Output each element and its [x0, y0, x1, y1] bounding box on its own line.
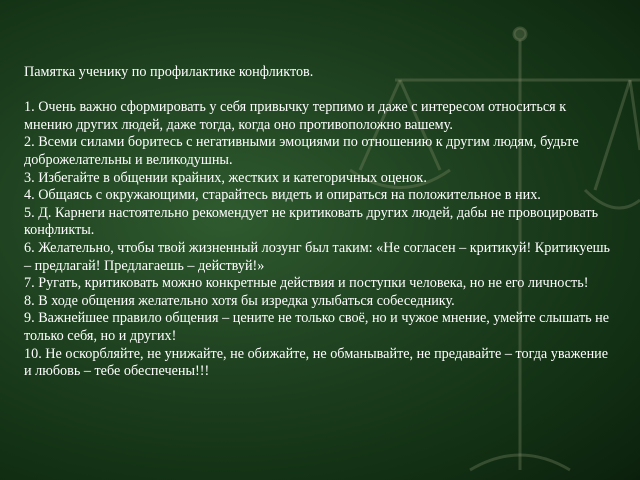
list-item: 2. Всеми силами боритесь с негативными эмоциями по отношению к другим людям, будьте доброжелательны и великодушны. [24, 134, 579, 168]
list-item: 3. Избегайте в общении крайних, жестких и категоричных оценок. [24, 169, 427, 186]
list-item: 7. Ругать, критиковать можно конкретные действия и поступки человека, но не его личность! [24, 275, 589, 292]
list-item: 10. Не оскорбляйте, не унижайте, не обижайте, не обманывайте, не предавайте – тогда уважение и любовь – тебе обеспечены!!! [24, 345, 609, 380]
list-item: 1. Очень важно сформировать у себя привычку терпимо и даже с интересом относиться к мнению других людей, даже тогда, когда оно противоположно вашему. [24, 99, 567, 133]
instruction-text-block [24, 64, 614, 381]
slide-title: Памятка ученику по профилактике конфликтов. [24, 64, 314, 80]
list-item: 4. Общаясь с окружающими, старайтесь видеть и опираться на положительное в них. [24, 187, 541, 204]
list-item: 6. Желательно, чтобы твой жизненный лозунг был таким: «Не согласен – критикуй! Критикуешь – предлагай! Предлагаешь – действуй!» [24, 239, 611, 274]
list-item: 8. В ходе общения желательно хотя бы изредка улыбаться собеседнику. [24, 292, 455, 309]
list-item: 9. Важнейшее правило общения – цените не только своё, но и чужое мнение, умейте слышать не только себя, но и других! [24, 310, 610, 344]
list-item: 5. Д. Карнеги настоятельно рекомендует не критиковать других людей, дабы не провоцировать конфликты. [24, 204, 599, 239]
